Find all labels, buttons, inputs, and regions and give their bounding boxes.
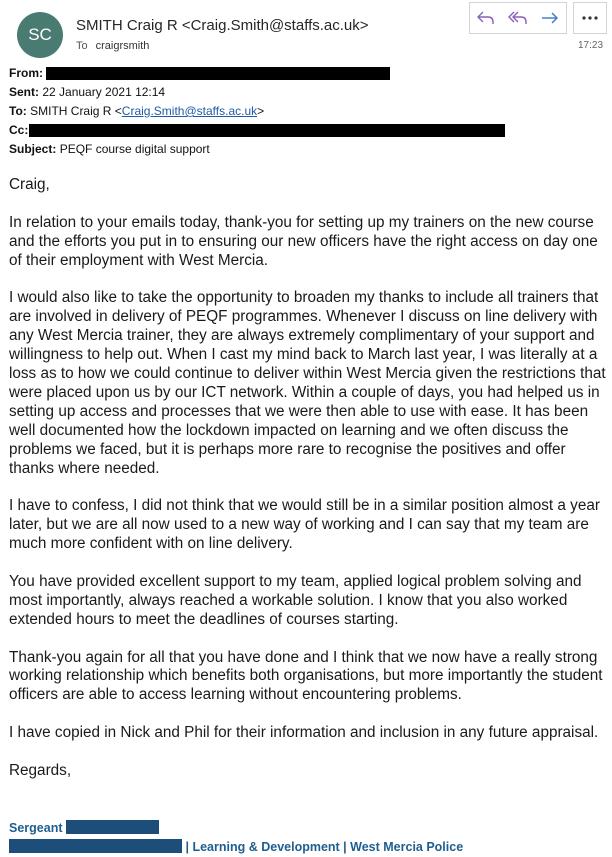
reply-all-button[interactable] [502, 3, 534, 33]
to-email-link[interactable]: Craig.Smith@staffs.ac.uk [121, 104, 258, 118]
body-paragraph: You have provided excellent support to my team, applied logical problem solving and most importantly, always reached a workable solution. I know that you also worked extended hours to meet the deadlines of courses starting. [9, 572, 582, 628]
closing: Regards, [9, 761, 72, 779]
reply-all-icon [508, 11, 528, 25]
redacted-contact [9, 839, 182, 853]
to-label-fwd: To: [9, 104, 27, 118]
subject-label: Subject: [9, 142, 57, 156]
message-header [0, 0, 612, 62]
sent-label: Sent: [9, 85, 39, 99]
redacted-cc [29, 124, 505, 137]
redacted-name [66, 820, 159, 834]
message-actions [469, 2, 567, 34]
body-paragraph: I would also like to take the opportunity to broaden my thanks to include all trainers that are involved in delivery of PEQF programmes. Whenever I discuss on line delivery with any West Mercia trainer, they are always extremely complimentary of your support and willingness to help out. When I cast my mind back to March last year, I was literally at a loss as to how we could continue to deliver within West Mercia given the restrictions that were placed upon us by our ICT network. Within a couple of days, you had helped us in setting up access and processes that we were then able to use with ease. It has been well documented how the lockdown impacted on learning and we often discuss the problems we faced, but it is perhaps more rare to recognise the positives and offer thanks where needed. [9, 289, 606, 477]
more-button[interactable] [573, 2, 607, 34]
reply-icon [477, 11, 495, 25]
redacted-sender [46, 67, 390, 80]
signature-rank-row [9, 819, 463, 838]
body-paragraph: I have to confess, I did not think that we would still be in a similar position almost a year later, but we are all now used to a new way of working and I can say that my team are much more confident with on line delivery. [9, 497, 600, 553]
subject-row [9, 140, 264, 159]
to-row [9, 102, 264, 121]
to-name: SMITH Craig R < [30, 104, 122, 118]
body-paragraph: I have copied in Nick and Phil for their information and inclusion in any future appraisal. [9, 724, 599, 742]
recipient-name[interactable]: craigrsmith [95, 40, 150, 52]
to-close: > [257, 104, 265, 118]
sent-value: 22 January 2021 12:14 [42, 85, 166, 99]
from-row [9, 64, 264, 83]
forwarded-header [9, 64, 264, 159]
sent-row [9, 83, 264, 102]
body-paragraph: In relation to your emails today, thank-you for setting up my trainers on the new course and the efforts you put in to ensuring our new officers have the right access on day one of their employment with West Mercia. [9, 213, 598, 269]
message-body [9, 176, 607, 800]
greeting: Craig, [9, 176, 50, 193]
cc-label: Cc: [9, 123, 29, 137]
signature-rank: Sergeant [9, 821, 63, 835]
to-label: To [76, 40, 88, 52]
reply-button[interactable] [470, 3, 502, 33]
body-paragraph: Thank-you again for all that you have done and I think that we now have a really strong working relationship which benefits both organisations, but more importantly the student officers are able to access learning without encountering problems. [9, 648, 603, 704]
received-time: 17:23 [578, 40, 604, 51]
recipient-line [76, 40, 149, 52]
signature-dept: | Learning & Development | West Mercia Police [185, 840, 464, 854]
subject-value: PEQF course digital support [59, 142, 210, 156]
forward-icon [541, 11, 559, 25]
from-label: From: [9, 66, 43, 80]
more-icon [582, 16, 598, 20]
sender-avatar[interactable]: SC [17, 12, 63, 58]
signature-dept-row [9, 838, 463, 857]
cc-row [9, 121, 264, 140]
signature [9, 819, 463, 857]
sender-name[interactable]: SMITH Craig R <Craig.Smith@staffs.ac.uk> [76, 17, 369, 34]
forward-button[interactable] [534, 3, 566, 33]
